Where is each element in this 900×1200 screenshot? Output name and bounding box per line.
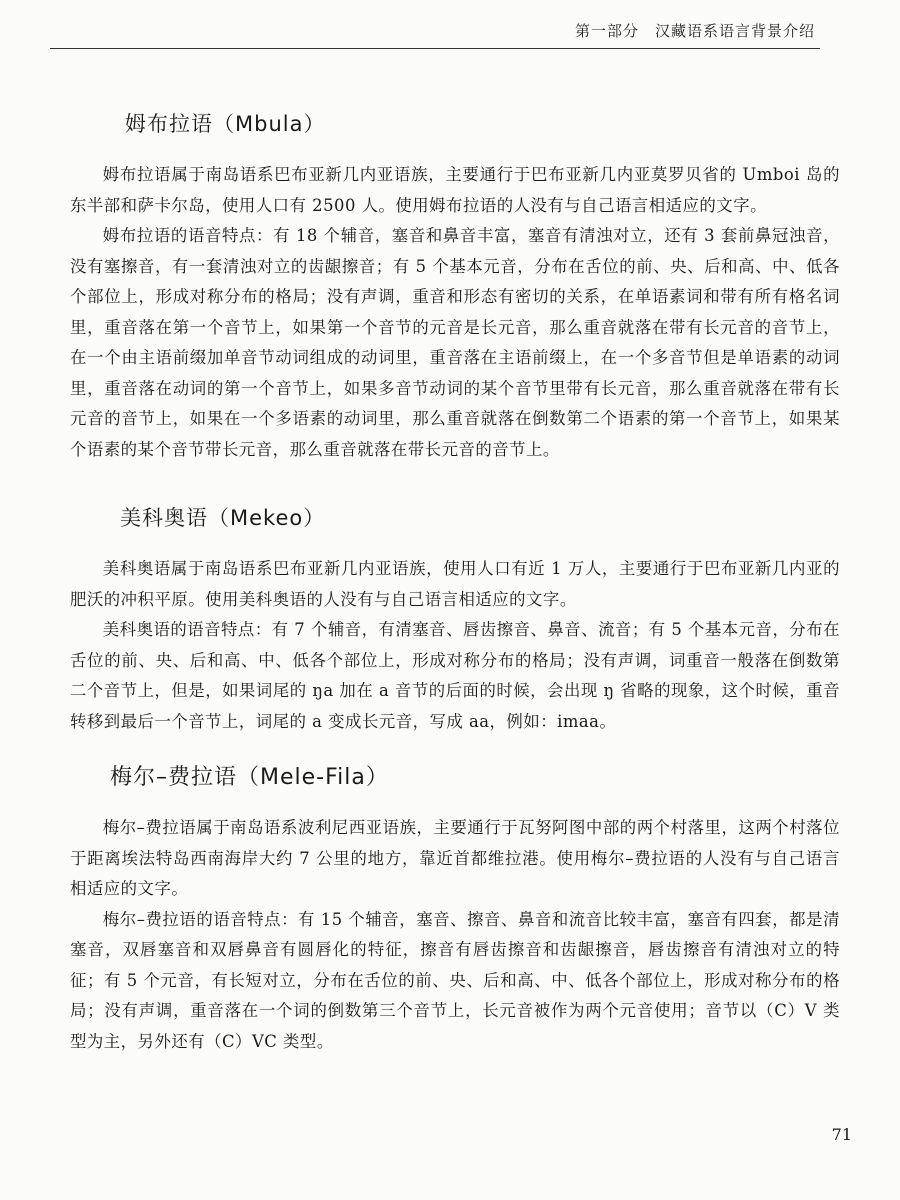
paragraph: 姆布拉语的语音特点：有 18 个辅音，塞音和鼻音丰富，塞音有清浊对立，还有 3 套前鼻冠浊音，没有塞擦音，有一套清浊对立的齿龈擦音；有 5 个基本元音，分布在舌位的前、央、后和高、中、低各个部位上，形成对称分布的格局；没有声调，重音和形态有密切的关系，在单语素词和带有所有格名词里，重音落在第一个音节上，如果第一个音节的元音是长元音，那么重音就落在带有长元音的音节上，在一个由主语前缀加单音节动词组成的动词里，重音落在主语前缀上，在一个多音节但是单语素的动词里，重音落在动词的第一个音节上，如果多音节动词的某个音节里带有长元音，那么重音就落在带有长元音的音节上，如果在一个多语素的动词里，那么重音就落在倒数第二个语素的第一个音节上，如果某个语素的某个音节带长元音，那么重音就落在带长元音的音节上。 — [70, 226, 840, 459]
paragraph: 姆布拉语属于南岛语系巴布亚新几内亚语族，主要通行于巴布亚新几内亚莫罗贝省的 Umboi 岛的东半部和萨卡尔岛，使用人口有 2500 人。使用姆布拉语的人没有与自己语言相适应的文字。 — [70, 165, 840, 215]
section-mele-fila — [70, 760, 840, 1057]
section-title: 姆布拉语（Mbula） — [125, 112, 326, 136]
page-number: 71 — [831, 1125, 852, 1144]
section-title: 梅尔–费拉语（Mele-Fila） — [110, 765, 389, 790]
section-title: 美科奥语（Mekeo） — [120, 506, 326, 530]
header-rule — [50, 48, 820, 49]
paragraph: 美科奥语属于南岛语系巴布亚新几内亚语族，使用人口有近 1 万人，主要通行于巴布亚新几内亚的肥沃的冲积平原。使用美科奥语的人没有与自己语言相适应的文字。 — [70, 559, 840, 609]
section-mekeo — [70, 502, 840, 737]
paragraph: 梅尔–费拉语的语音特点：有 15 个辅音，塞音、擦音、鼻音和流音比较丰富，塞音有四套，都是清塞音，双唇塞音和双唇鼻音有圆唇化的特征，擦音有唇齿擦音和齿龈擦音，唇齿擦音有清浊对立的特征；有 5 个元音，有长短对立，分布在舌位的前、央、后和高、中、低各个部位上，形成对称分布的格局；没有声调，重音落在一个词的倒数第三个音节上，长元音被作为两个元音使用；音节以（C）V 类型为主，另外还有（C）VC 类型。 — [70, 909, 840, 1051]
paragraph: 梅尔–费拉语属于南岛语系波利尼西亚语族，主要通行于瓦努阿图中部的两个村落里，这两个村落位于距离埃法特岛西南海岸大约 7 公里的地方，靠近首都维拉港。使用梅尔–费拉语的人没有与自己语言相适应的文字。 — [70, 818, 840, 898]
paragraph: 美科奥语的语音特点：有 7 个辅音，有清塞音、唇齿擦音、鼻音、流音；有 5 个基本元音，分布在舌位的前、央、后和高、中、低各个部位上，形成对称分布的格局；没有声调，词重音一般落在倒数第二个音节上，但是，如果词尾的 ŋa 加在 a 音节的后面的时候，会出现 ŋ 省略的现象，这个时候，重音转移到最后一个音节上，词尾的 a 变成长元音，写成 aa，例如：imaa。 — [70, 620, 841, 731]
running-header: 第一部分 汉藏语系语言背景介绍 — [574, 22, 815, 40]
section-mbula — [70, 108, 840, 465]
